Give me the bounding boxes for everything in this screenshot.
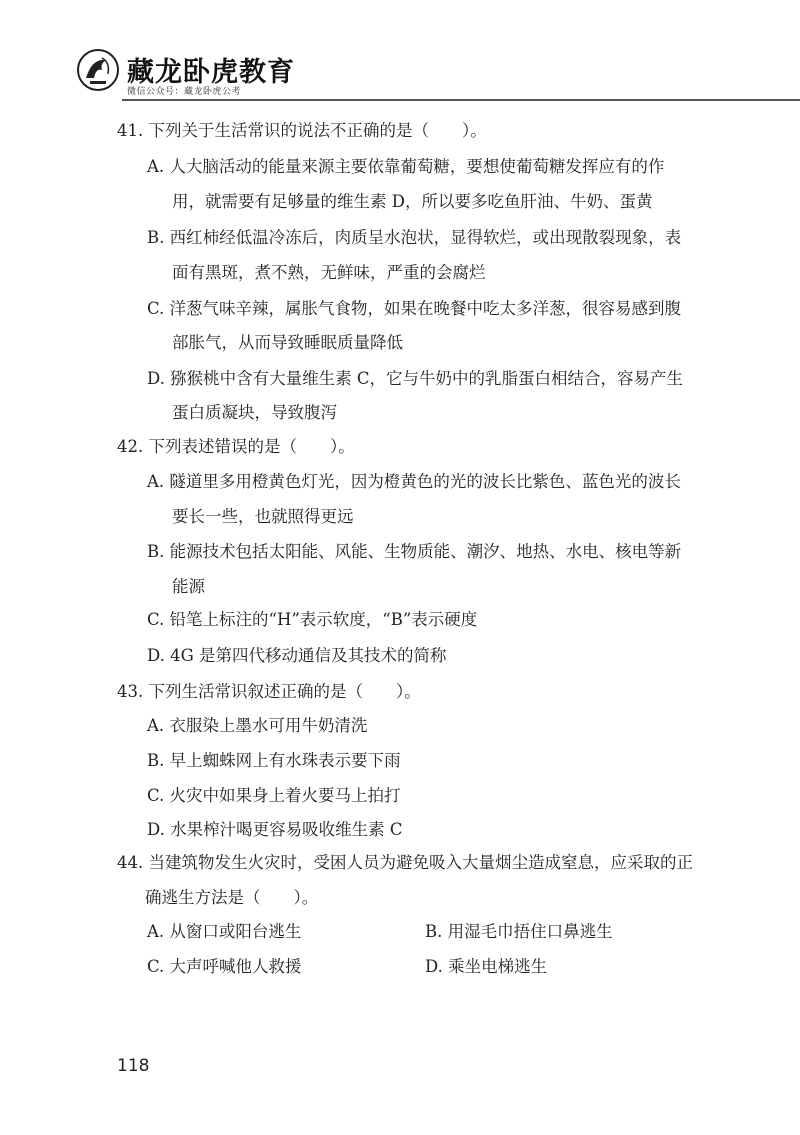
option-line: C. 火灾中如果身上着火要马上拍打: [147, 786, 401, 805]
option-line: B. 西红柿经低温冷冻后，肉质呈水泡状，显得软烂，或出现散裂现象，表: [147, 228, 682, 247]
option-line: 用，就需要有足够量的维生素 D，所以要多吃鱼肝油、牛奶、蛋黄: [172, 192, 653, 211]
option-line: 要长一些，也就照得更远: [172, 507, 354, 526]
option-line: A. 人大脑活动的能量来源主要依靠葡萄糖，要想使葡萄糖发挥应有的作: [147, 157, 665, 176]
option-line: A. 从窗口或阳台逃生: [147, 922, 302, 941]
option-line: 能源: [172, 577, 205, 596]
brand-subtitle: 微信公众号：藏龙卧虎公考: [127, 87, 242, 97]
option-line: B. 能源技术包括太阳能、风能、生物质能、潮汐、地热、水电、核电等新: [147, 542, 682, 561]
question-stem: 43. 下列生活常识叙述正确的是（ ）。: [117, 682, 421, 701]
option-line: A. 隧道里多用橙黄色灯光，因为橙黄色的光的波长比紫色、蓝色光的波长: [147, 472, 681, 491]
logo-icon: [76, 48, 120, 92]
option-line: 面有黑斑，煮不熟，无鲜味，严重的会腐烂: [172, 263, 486, 282]
option-line: D. 乘坐电梯逃生: [425, 957, 548, 976]
option-line: C. 铅笔上标注的“H”表示软度，“B”表示硬度: [147, 610, 478, 629]
option-line: D. 水果榨汁喝更容易吸收维生素 C: [147, 820, 403, 839]
option-line: D. 猕猴桃中含有大量维生素 C，它与牛奶中的乳脂蛋白相结合，容易产生: [147, 369, 684, 388]
option-line: C. 洋葱气味辛辣，属胀气食物，如果在晚餐中吃太多洋葱，很容易感到腹: [147, 299, 682, 318]
option-line: C. 大声呼喊他人救援: [147, 957, 302, 976]
question-stem: 44. 当建筑物发生火灾时，受困人员为避免吸入大量烟尘造成窒息，应采取的正: [117, 853, 693, 872]
question-stem-cont: 确逃生方法是（ ）。: [145, 888, 319, 907]
question-stem: 41. 下列关于生活常识的说法不正确的是（ ）。: [117, 121, 487, 140]
header-divider: [122, 99, 800, 101]
page-number: 118: [117, 1056, 150, 1076]
question-stem: 42. 下列表述错误的是（ ）。: [117, 437, 355, 456]
option-line: D. 4G 是第四代移动通信及其技术的简称: [147, 646, 447, 665]
brand-name: 藏龙卧虎教育: [127, 57, 295, 88]
option-line: 蛋白质凝块，导致腹泻: [172, 403, 337, 422]
option-line: B. 早上蜘蛛网上有水珠表示要下雨: [147, 751, 401, 770]
page-header: [0, 0, 800, 102]
option-line: A. 衣服染上墨水可用牛奶清洗: [147, 716, 368, 735]
option-line: B. 用湿毛巾捂住口鼻逃生: [425, 922, 613, 941]
option-line: 部胀气，从而导致睡眠质量降低: [172, 333, 403, 352]
